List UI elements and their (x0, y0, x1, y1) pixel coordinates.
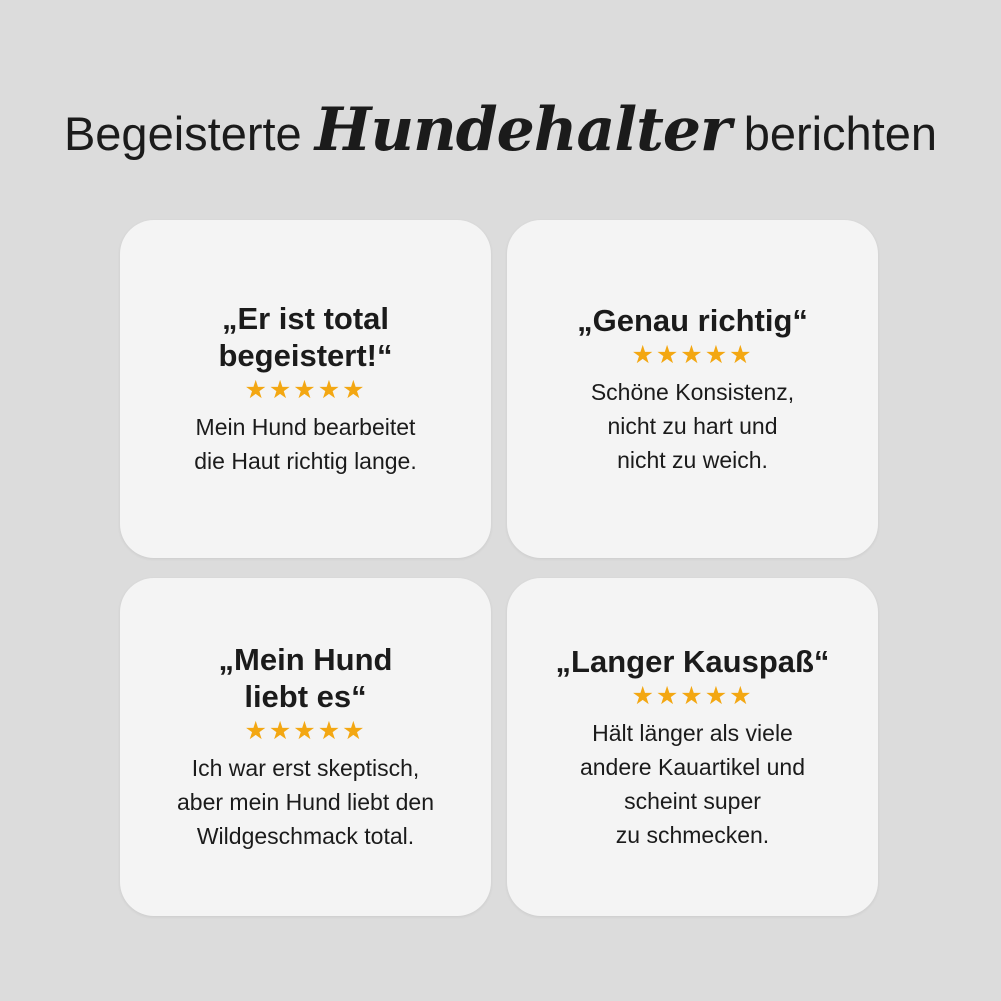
review-card (507, 578, 878, 916)
review-text: Mein Hund bearbeitet die Haut richtig lange. (194, 414, 417, 474)
headline-start: Begeisterte (63, 107, 302, 160)
star-rating: ★★★★★ (244, 717, 367, 745)
headline-emphasis: Hundehalter (314, 95, 731, 165)
review-card (120, 578, 491, 916)
headline (0, 92, 1001, 172)
review-text: Hält länger als viele andere Kauartikel und scheint super zu schmecken. (579, 719, 806, 848)
review-card (120, 220, 491, 558)
star-rating: ★★★★★ (631, 681, 754, 710)
star-rating: ★★★★★ (244, 376, 367, 404)
headline-end: berichten (743, 107, 938, 160)
review-title: „Genau richtig“ (577, 302, 808, 338)
review-title: „Langer Kauspaß“ (555, 643, 830, 679)
review-title: „Mein Hund liebt es“ (218, 642, 393, 714)
review-title: „Er ist total begeistert!“ (218, 301, 393, 373)
review-text: Schöne Konsistenz, nicht zu hart und nicht zu weich. (590, 378, 795, 473)
review-text: Ich war erst skeptisch, aber mein Hund liebt den Wildgeschmack total. (177, 755, 434, 849)
review-card (507, 220, 878, 558)
star-rating: ★★★★★ (631, 340, 754, 369)
